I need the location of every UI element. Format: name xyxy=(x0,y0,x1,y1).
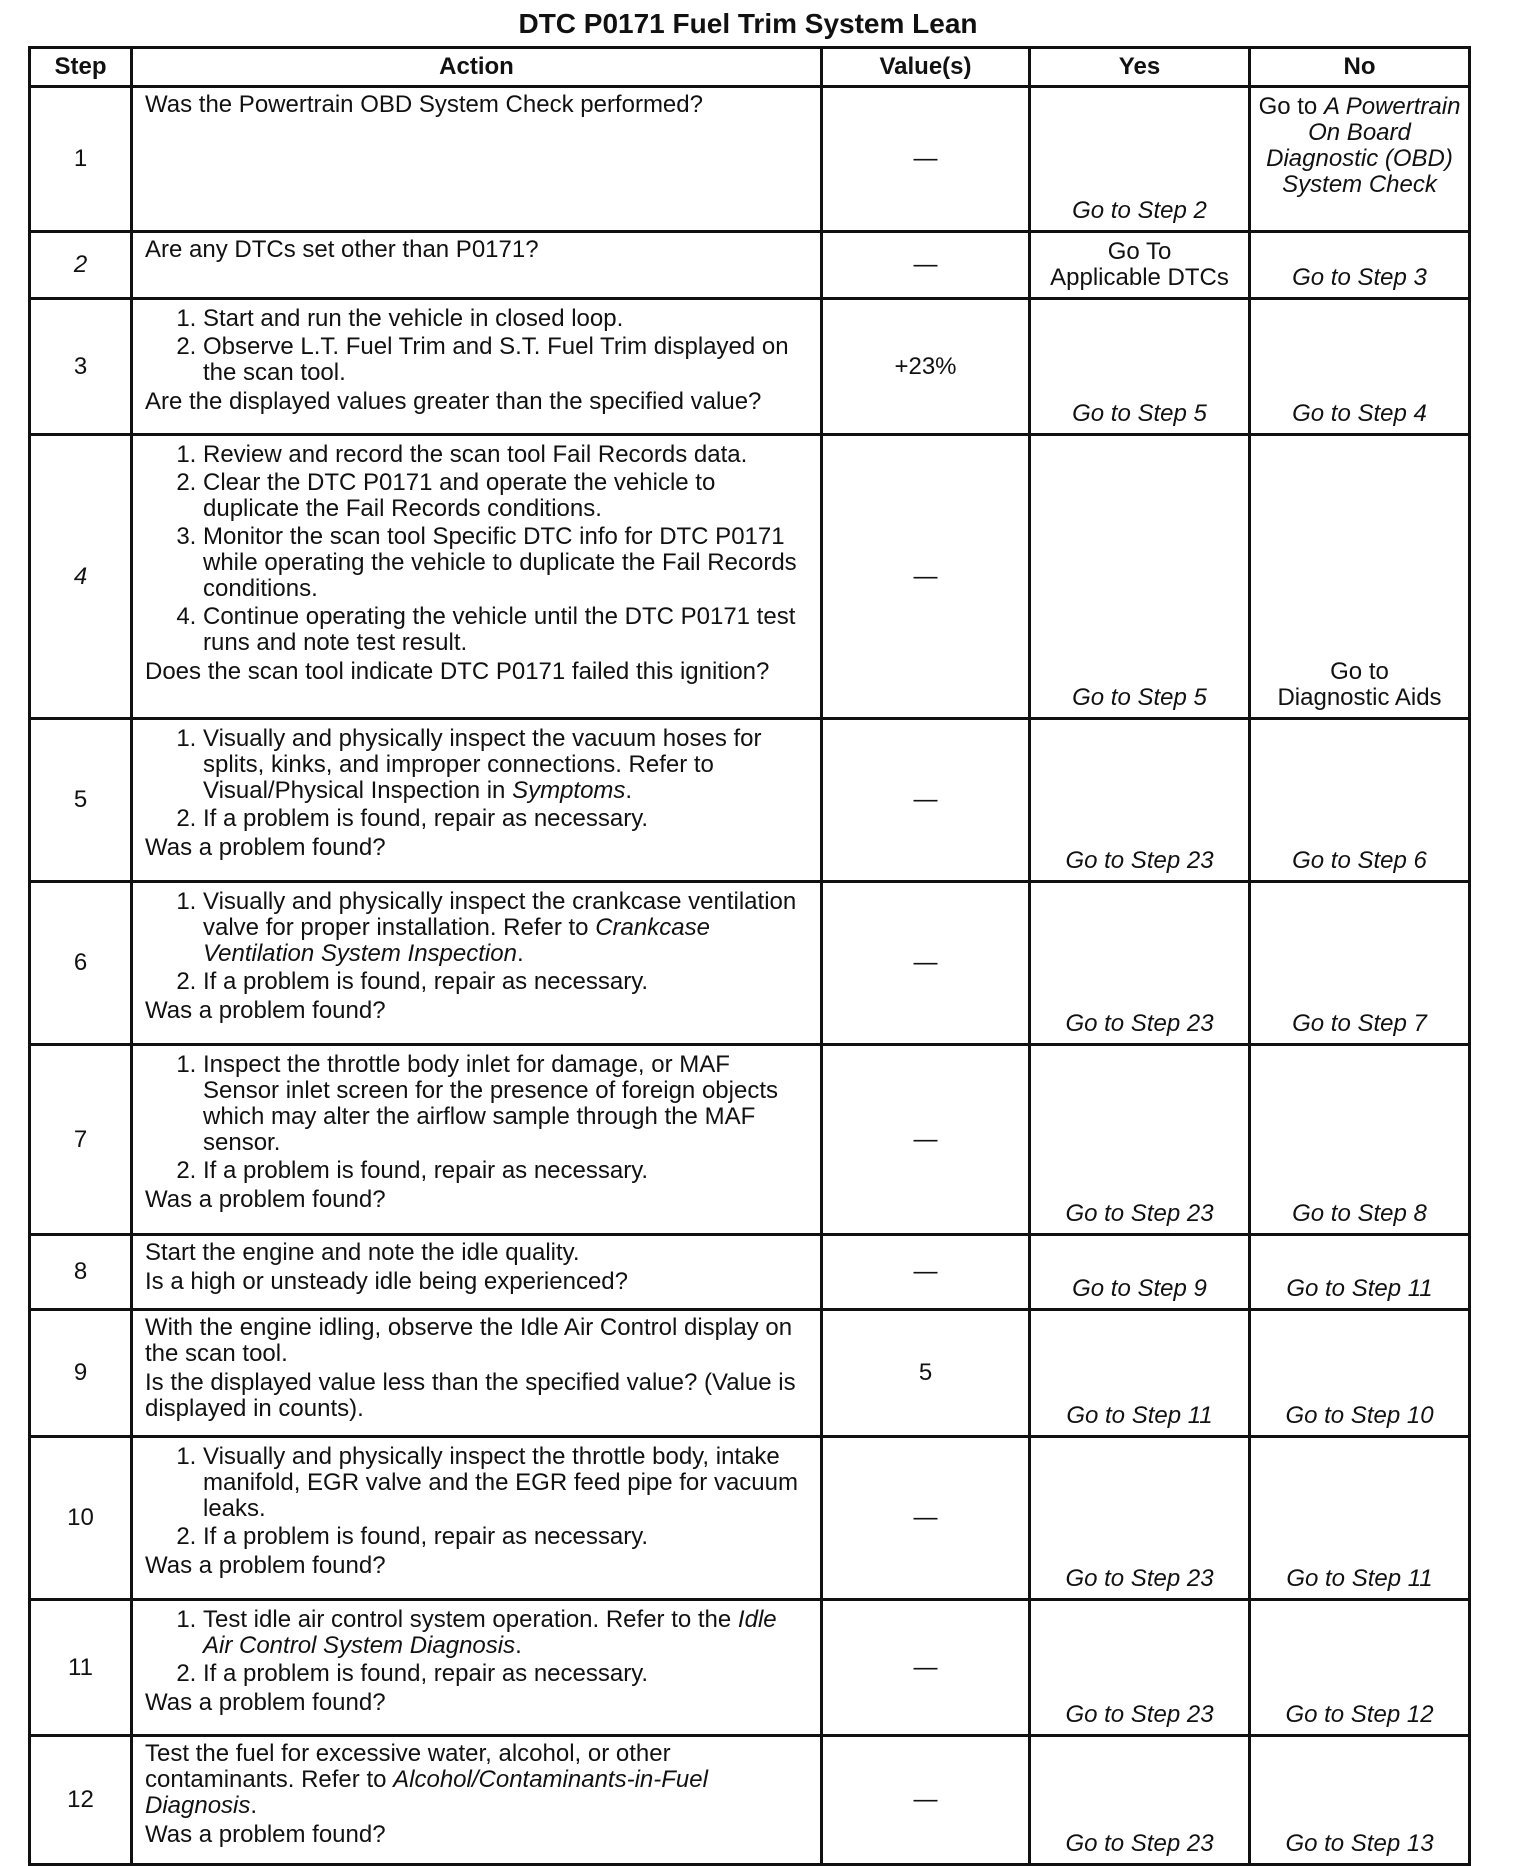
no-cell: Go to Step 11 xyxy=(1250,1235,1470,1310)
action-cell xyxy=(132,1235,822,1310)
step-number: 4 xyxy=(30,435,132,719)
yes-cell: Go to Step 2 xyxy=(1030,87,1250,232)
reference-link: Symptoms xyxy=(512,777,626,804)
table-row xyxy=(30,882,1470,1045)
yes-line: Go To xyxy=(1107,238,1172,265)
value-cell: — xyxy=(822,1235,1030,1310)
action-text xyxy=(145,1741,810,1819)
step-number: 9 xyxy=(30,1310,132,1437)
value-cell: — xyxy=(822,1736,1030,1865)
action-text: Start the engine and note the idle quality. xyxy=(145,1239,580,1266)
yes-cell: Go to Step 5 xyxy=(1030,435,1250,719)
action-list xyxy=(145,1607,810,1687)
action-question: Is the displayed value less than the specified value? (Value is displayed in counts). xyxy=(145,1369,796,1422)
header-action: Action xyxy=(132,48,822,87)
action-item: 1. Inspect the throttle body inlet for damage, or MAF Sensor inlet screen for the presence of foreign objects which may alter the airflow sample through the MAF sensor. xyxy=(203,1052,810,1156)
step-number: 6 xyxy=(30,882,132,1045)
table-row xyxy=(30,1235,1470,1310)
action-item: 2. If a problem is found, repair as necessary. xyxy=(203,1524,810,1550)
value-cell: — xyxy=(822,1600,1030,1736)
action-item-end: . xyxy=(515,1632,522,1659)
action-item xyxy=(203,889,810,967)
action-list xyxy=(145,1444,810,1550)
reference-link: Idle Air Control System Diagnosis xyxy=(203,1606,777,1659)
yes-cell: Go to Step 23 xyxy=(1030,719,1250,882)
yes-cell: Go to Step 23 xyxy=(1030,1045,1250,1235)
step-number: 10 xyxy=(30,1437,132,1600)
action-cell xyxy=(132,882,822,1045)
step-number: 1 xyxy=(30,87,132,232)
no-line: Go to xyxy=(1330,658,1389,685)
action-text-end: . xyxy=(250,1792,258,1819)
action-item: 1. Visually and physically inspect the throttle body, intake manifold, EGR valve and the EGR feed pipe for vacuum leaks. xyxy=(203,1444,810,1522)
action-item: 3. Monitor the scan tool Specific DTC info for DTC P0171 while operating the vehicle to duplicate the Fail Records conditions. xyxy=(203,524,810,602)
step-number: 2 xyxy=(30,232,132,299)
action-item: 2. If a problem is found, repair as necessary. xyxy=(203,806,810,832)
action-question: Was a problem found? xyxy=(145,1821,386,1848)
step-number: 7 xyxy=(30,1045,132,1235)
action-item: 2. Clear the DTC P0171 and operate the vehicle to duplicate the Fail Records conditions. xyxy=(203,470,810,522)
action-list xyxy=(145,889,810,995)
action-item: 1. Start and run the vehicle in closed loop. xyxy=(203,306,810,332)
action-cell xyxy=(132,299,822,435)
page-title: DTC P0171 Fuel Trim System Lean xyxy=(518,8,978,39)
action-item: 2. If a problem is found, repair as necessary. xyxy=(203,969,810,995)
yes-cell: Go to Step 11 xyxy=(1030,1310,1250,1437)
no-cell: Go to Step 11 xyxy=(1250,1437,1470,1600)
yes-cell xyxy=(1030,232,1250,299)
action-item: 1. Review and record the scan tool Fail Records data. xyxy=(203,442,810,468)
action-question: Is a high or unsteady idle being experienced? xyxy=(145,1268,628,1295)
action-cell xyxy=(132,87,822,232)
table-row xyxy=(30,719,1470,882)
action-question: Was a problem found? xyxy=(145,1552,386,1579)
action-question: Was the Powertrain OBD System Check performed? xyxy=(145,91,703,118)
table-row xyxy=(30,1736,1470,1865)
action-question: Are the displayed values greater than the specified value? xyxy=(145,388,762,415)
table-row xyxy=(30,1600,1470,1736)
no-line: Diagnostic Aids xyxy=(1277,684,1442,711)
action-question: Was a problem found? xyxy=(145,834,386,861)
action-cell xyxy=(132,435,822,719)
table-row xyxy=(30,435,1470,719)
action-cell xyxy=(132,1310,822,1437)
yes-cell: Go to Step 23 xyxy=(1030,1600,1250,1736)
no-cell: Go to Step 4 xyxy=(1250,299,1470,435)
value-cell: — xyxy=(822,1437,1030,1600)
no-cell: Go to Step 8 xyxy=(1250,1045,1470,1235)
action-cell xyxy=(132,1045,822,1235)
action-item-end: . xyxy=(516,940,524,967)
value-cell: — xyxy=(822,1045,1030,1235)
action-question: Was a problem found? xyxy=(145,1689,386,1716)
action-question: Are any DTCs set other than P0171? xyxy=(145,236,539,263)
action-item-text: Visually and physically inspect the crankcase ventilation valve for proper installation. Refer to xyxy=(203,888,797,941)
table-row xyxy=(30,1437,1470,1600)
action-question: Was a problem found? xyxy=(145,1186,386,1213)
header-no: No xyxy=(1250,48,1470,87)
step-number: 5 xyxy=(30,719,132,882)
no-cell xyxy=(1250,435,1470,719)
action-text: With the engine idling, observe the Idle Air Control display on the scan tool. xyxy=(145,1314,793,1367)
step-number: 11 xyxy=(30,1600,132,1736)
action-cell xyxy=(132,1736,822,1865)
yes-line: Applicable DTCs xyxy=(1050,264,1229,291)
action-item: 2. If a problem is found, repair as necessary. xyxy=(203,1158,810,1184)
action-item-text: Test idle air control system operation. Refer to the xyxy=(203,1606,732,1633)
value-cell: — xyxy=(822,87,1030,232)
header-values: Value(s) xyxy=(822,48,1030,87)
table-row xyxy=(30,1045,1470,1235)
table-row xyxy=(30,299,1470,435)
table-row xyxy=(30,87,1470,232)
no-cell: Go to Step 6 xyxy=(1250,719,1470,882)
action-item: 2. If a problem is found, repair as necessary. xyxy=(203,1661,810,1687)
no-cell: Go to Step 10 xyxy=(1250,1310,1470,1437)
value-cell: — xyxy=(822,882,1030,1045)
header-step: Step xyxy=(30,48,132,87)
action-item xyxy=(203,1607,810,1659)
action-list xyxy=(145,726,810,832)
action-item xyxy=(203,726,810,804)
value-cell: — xyxy=(822,719,1030,882)
no-cell: Go to Step 13 xyxy=(1250,1736,1470,1865)
no-cell: Go to Step 12 xyxy=(1250,1600,1470,1736)
no-cell xyxy=(1250,87,1470,232)
action-text-body: Test the fuel for excessive water, alcohol, or other contaminants. Refer to xyxy=(145,1740,671,1793)
yes-cell: Go to Step 23 xyxy=(1030,1736,1250,1865)
header-row xyxy=(30,48,1470,87)
table-row xyxy=(30,232,1470,299)
yes-cell: Go to Step 5 xyxy=(1030,299,1250,435)
step-number: 8 xyxy=(30,1235,132,1310)
action-list xyxy=(145,306,810,386)
yes-cell: Go to Step 23 xyxy=(1030,1437,1250,1600)
no-cell: Go to Step 7 xyxy=(1250,882,1470,1045)
action-item: 4. Continue operating the vehicle until the DTC P0171 test runs and note test result. xyxy=(203,604,810,656)
action-question: Does the scan tool indicate DTC P0171 failed this ignition? xyxy=(145,658,770,685)
no-reference: A Powertrain On Board Diagnostic (OBD) System Check xyxy=(1266,93,1461,198)
diagnostic-table xyxy=(28,46,1471,1866)
step-number: 12 xyxy=(30,1736,132,1865)
value-cell: +23% xyxy=(822,299,1030,435)
action-list xyxy=(145,442,810,656)
action-item: 2. Observe L.T. Fuel Trim and S.T. Fuel Trim displayed on the scan tool. xyxy=(203,334,810,386)
no-cell: Go to Step 3 xyxy=(1250,232,1470,299)
reference-link: Alcohol/Contaminants-in-Fuel Diagnosis xyxy=(145,1766,708,1819)
action-list xyxy=(145,1052,810,1184)
table-row xyxy=(30,1310,1470,1437)
value-cell: 5 xyxy=(822,1310,1030,1437)
action-cell xyxy=(132,1437,822,1600)
step-number: 3 xyxy=(30,299,132,435)
yes-cell: Go to Step 9 xyxy=(1030,1235,1250,1310)
action-question: Was a problem found? xyxy=(145,997,386,1024)
action-item-end: . xyxy=(625,777,633,804)
action-cell xyxy=(132,719,822,882)
action-item-text: Visually and physically inspect the vacuum hoses for splits, kinks, and improper connections. Refer to Visual/Physical Inspection in xyxy=(203,725,762,804)
reference-link: Crankcase Ventilation System Inspection xyxy=(203,914,710,967)
action-cell xyxy=(132,232,822,299)
header-yes: Yes xyxy=(1030,48,1250,87)
action-cell xyxy=(132,1600,822,1736)
yes-cell: Go to Step 23 xyxy=(1030,882,1250,1045)
no-prefix: Go to xyxy=(1258,93,1318,120)
value-cell: — xyxy=(822,435,1030,719)
value-cell: — xyxy=(822,232,1030,299)
